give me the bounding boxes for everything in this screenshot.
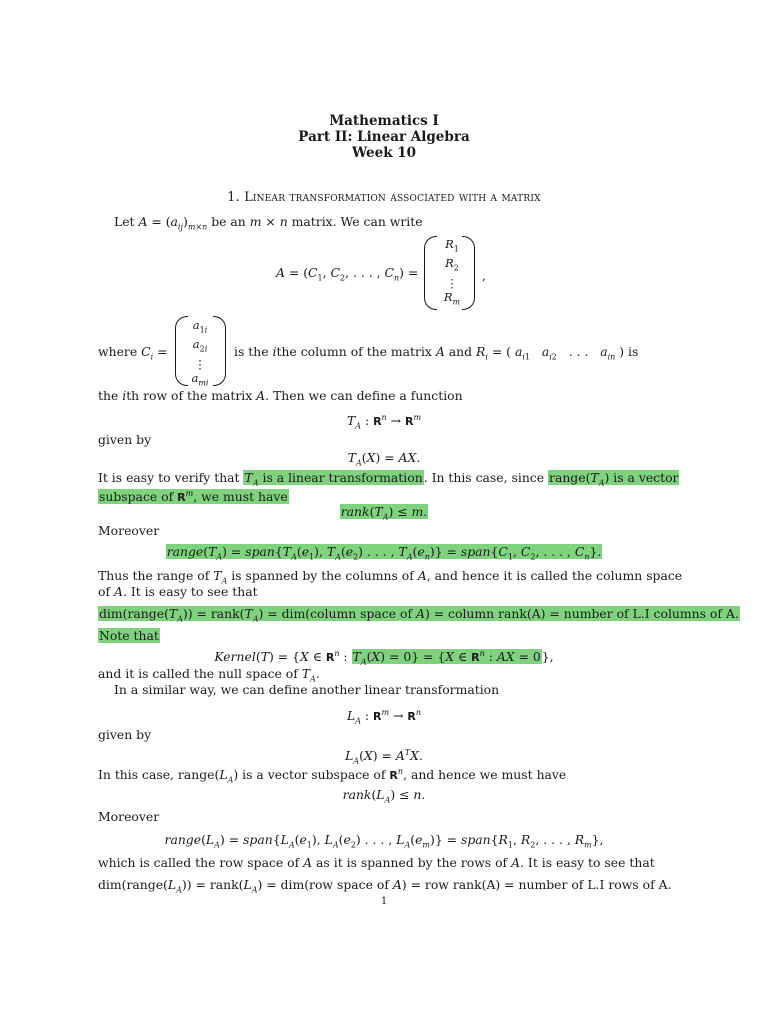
text-let-a: Let xyxy=(114,214,139,229)
text-given-by-2: given by xyxy=(98,727,152,742)
text-ofa-b: . It is easy to see that xyxy=(122,584,258,599)
equation-la-def: $L_A(X) = A^TX$. xyxy=(345,748,423,766)
text-ith-a: the xyxy=(98,388,123,403)
highlight-subspace: subspace of $R^m$, we must have xyxy=(99,489,288,505)
text-easy-hl: is a linear transformation xyxy=(262,470,423,485)
text-dim-row: = row rank(A) = number of L.I rows of A. xyxy=(410,877,672,892)
text-moreover-1: Moreover xyxy=(98,523,160,538)
equation-la-map: $L_A$ : $R^m \to R^n$ xyxy=(346,708,422,726)
equation-ta-map: $T_A$ : $R^n \to R^m$ xyxy=(346,413,422,431)
column-right-paren xyxy=(213,316,226,386)
column-vector: $a_{1i}$ $a_{2i}$ ⋮ $a_{mi}$ xyxy=(191,318,209,387)
text-ith-b: th row of the matrix xyxy=(126,388,257,403)
equation-ta-def: $T_A(X)$ = AX. xyxy=(347,450,421,468)
text-easy-b: . In this case, since xyxy=(423,470,549,485)
equation-a-columns: $A = (C_1$, $C_2$, . . . , $C_n$) = xyxy=(276,265,419,283)
section-number: 1. xyxy=(227,190,240,205)
paragraph-let: Let $A = (a_{ij})_{m\times n}$ be an m × n matrix. We can write xyxy=(114,214,423,232)
text-similar: In a similar way, we can define another linear transformation xyxy=(114,682,500,697)
doc-title: Mathematics I xyxy=(329,113,439,129)
text-dim-col: = column rank(A) = number of L.I columns of A. xyxy=(433,606,739,621)
text-where-e: is xyxy=(624,344,639,359)
text-rowspace-a: which is called the row space of xyxy=(98,855,304,870)
text-let-c: matrix. We can write xyxy=(287,214,423,229)
text-null-a: and it is called the null space of xyxy=(98,666,302,681)
text-where-rest: is the ithe column of the matrix A and $R_i$ = ( $a_{i1}$ $a_{i2}$ . . . $a_{in}$ ) is xyxy=(234,344,639,362)
text-row-space: which is called the row space of A as it is spanned by the rows of A. It is easy to see that xyxy=(98,855,655,870)
text-subspace xyxy=(98,486,289,505)
text-incase-a: In this case, range( xyxy=(98,767,220,783)
equation-dim-col: $dim(range(T_A))$ = $rank(T_A)$ = dim(column space of A) = column rank(A) = number of L.I columns of A. xyxy=(99,606,739,624)
text-incase-c: , and hence we must have xyxy=(403,767,567,783)
section-title: Linear transformation associated with a matrix xyxy=(244,190,541,205)
text-where-b: is the xyxy=(234,344,273,359)
text-easy-hl2: is a vector xyxy=(613,470,679,485)
text-thus-b: is spanned by the columns of xyxy=(227,568,418,583)
highlight-linear: $T_A$ is a linear transformation xyxy=(244,470,423,488)
text-where-c: the column of the matrix xyxy=(276,344,436,359)
text-where-a: where xyxy=(98,344,142,359)
text-ith-c: . Then we can define a function xyxy=(265,388,463,403)
text-subspace-b: , we must have xyxy=(193,489,288,505)
text-rowspace-c: . It is easy to see that xyxy=(520,855,655,870)
equation-rank-la: $rank(L_A) \le n$. xyxy=(342,787,426,805)
text-let-b: be an xyxy=(207,214,250,229)
doc-subtitle: Part II: Linear Algebra xyxy=(298,129,470,145)
text-thus-c: , and hence it is called the column space xyxy=(426,568,683,583)
text-easy-a: It is easy to verify that xyxy=(98,470,244,485)
text-ofa-a: of xyxy=(98,584,114,599)
text-thus-a: Thus the range of xyxy=(98,568,214,583)
text-thus: Thus the range of $T_A$ is spanned by the columns of A, and hence it is called the column space xyxy=(98,568,683,586)
text-where: where $C_i$ = xyxy=(98,344,168,362)
text-moreover-2: Moreover xyxy=(98,809,160,824)
equation-kernel: Kernel(T) = {X ∈ $R^n$ : $T_A(X) = 0\} = \{X$ ∈ $R^n$ : AX = 0}, xyxy=(214,649,554,667)
page-number: 1 xyxy=(380,896,388,907)
text-rowspace-b: as it is spanned by the rows of xyxy=(312,855,512,870)
doc-week: Week 10 xyxy=(351,145,417,161)
matrix-right-paren xyxy=(462,236,475,310)
highlight-range: $range(T_A)$ is a vector xyxy=(549,470,679,488)
section-heading xyxy=(0,190,768,205)
text-null-space: and it is called the null space of $T_A$. xyxy=(98,666,320,684)
text-where-d: and xyxy=(444,344,476,359)
equation-range-ta: $range(T_A)$ = $span\{T_A(e_1)$, $T_A(e_2)$ . . . , $T_A(e_n)$} = $span\{C_1$, $C_2$, . . . , $C_n$}. xyxy=(166,544,602,562)
text-note-that xyxy=(98,628,160,643)
equation-dim-row: $dim(range(L_A))$ = $rank(L_A) = dim(row$ space of A) = row rank(A) = number of L.I rows of A. xyxy=(98,877,672,895)
text-ith-row: the ith row of the matrix A. Then we can define a function xyxy=(98,388,463,403)
equation-range-la: $range(L_A)$ = $span\{L_A(e_1)$, $L_A(e_2)$ . . . , $L_A(e_m)$} = $span\{R_1$, $R_2$, . . . , $R_m$}, xyxy=(164,832,604,850)
matrix-rows: $R_1$ $R_2$ ⋮ $R_m$ xyxy=(443,237,461,306)
comma: , xyxy=(482,268,486,283)
text-given-by-1: given by xyxy=(98,432,152,447)
text-subspace-a: subspace of xyxy=(99,489,178,505)
text-in-this-case: In this case, $range(L_A)$ is a vector subspace of $R^n$, and hence we must have xyxy=(98,767,567,785)
equation-rank-ta: $rank(T_A) \le m$. xyxy=(340,504,428,522)
text-of-a: of A. It is easy to see that xyxy=(98,584,258,599)
matrix-left-paren xyxy=(424,236,437,310)
text-incase-b: ) is a vector subspace of xyxy=(233,767,390,783)
highlight-note-that: Note that xyxy=(99,628,159,643)
